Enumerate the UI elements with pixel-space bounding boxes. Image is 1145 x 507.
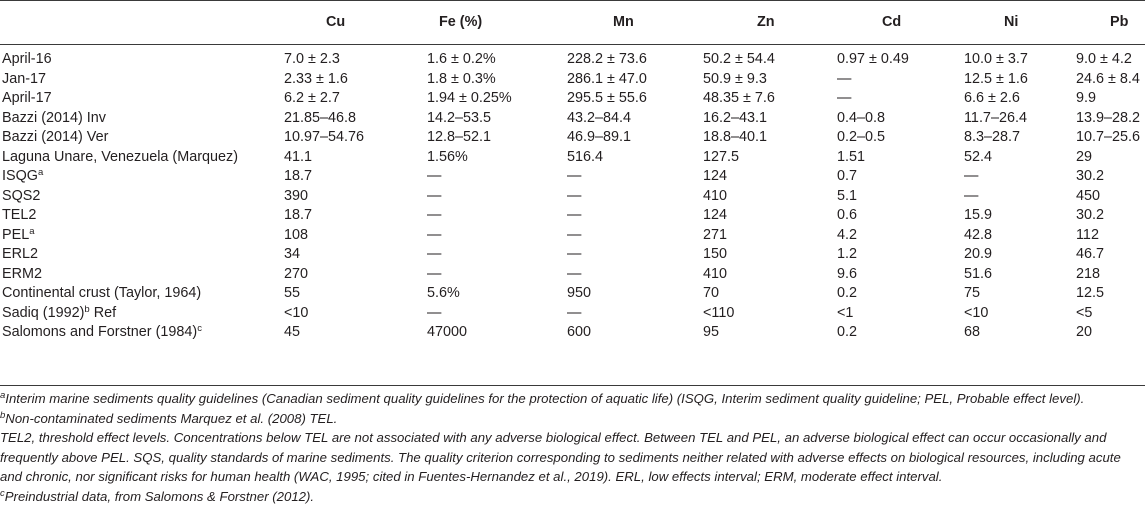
table-body: [0, 44, 1145, 343]
footnotes: [0, 389, 1140, 507]
cell-pb: 9.0 ± 4.2: [1076, 51, 1132, 67]
row-label: [0, 89, 284, 109]
cell-pb: 112: [1076, 226, 1099, 243]
row-label-text: April-16: [2, 51, 52, 67]
row-label-text: Bazzi (2014) Ver: [2, 129, 109, 145]
cell-mn: 295.5 ± 55.6: [567, 90, 647, 106]
cell-ni: 68: [964, 324, 981, 340]
cell-cu: 2.33 ± 1.6: [284, 70, 348, 87]
cell-ni: 11.7–26.4: [964, 109, 1027, 126]
cell-cd: <1: [837, 304, 854, 321]
cell-zn: 70: [703, 285, 720, 301]
cell-fe: —: [427, 207, 442, 223]
footnote-c-mark: c: [0, 487, 5, 499]
header-fe: Fe (%): [439, 14, 483, 30]
row-label: [0, 265, 284, 285]
row-label: [0, 128, 284, 148]
row-label-text: Sadiq (1992): [2, 304, 85, 321]
cell-cd: 0.2: [837, 285, 858, 301]
cell-ni: —: [964, 168, 979, 184]
cell-pb: 450: [1076, 187, 1101, 204]
cell-cu: 7.0 ± 2.3: [284, 51, 340, 67]
cell-pb: 12.5: [1076, 285, 1105, 301]
cell-pb: 13.9–28.2: [1076, 109, 1141, 126]
row-label: [0, 109, 284, 129]
cell-cd: 4.2: [837, 226, 858, 243]
cell-cu: 10.97–54.76: [284, 129, 365, 145]
row-label-text: TEL2: [2, 207, 37, 223]
cell-mn: —: [567, 226, 582, 243]
row-label: [0, 323, 284, 343]
cell-zn: 50.2 ± 54.4: [703, 51, 775, 67]
row-label-text: Bazzi (2014) Inv: [2, 109, 106, 126]
cell-ni: <10: [964, 304, 989, 321]
table-row: [0, 148, 1145, 168]
row-label-text: Continental crust (Taylor, 1964): [2, 285, 202, 301]
cell-pb: 20: [1076, 324, 1093, 340]
cell-zn: 410: [703, 187, 728, 204]
row-label: [0, 304, 284, 324]
cell-cu: 390: [284, 187, 309, 204]
cell-zn: 127.5: [703, 148, 740, 165]
cell-ni: 10.0 ± 3.7: [964, 51, 1028, 67]
cell-fe: —: [427, 304, 442, 321]
header-zn: Zn: [757, 14, 775, 30]
cell-cd: —: [837, 70, 852, 87]
footnote-a-text: Interim marine sediments quality guidelines (Canadian sediment quality guidelines for the protection of aquatic life) (ISQG, Interim sediment quality guideline; PEL, Probable effect level).: [5, 391, 1085, 406]
cell-mn: 43.2–84.4: [567, 109, 632, 126]
cell-fe: —: [427, 168, 442, 184]
cell-cu: <10: [284, 304, 309, 321]
cell-mn: —: [567, 207, 582, 223]
cell-cd: 9.6: [837, 265, 858, 282]
table-row: [0, 265, 1145, 285]
cell-fe: 14.2–53.5: [427, 109, 492, 126]
header-cd: Cd: [882, 14, 902, 30]
row-label: [0, 167, 284, 187]
header-label: [0, 0, 284, 44]
cell-cu: 18.7: [284, 168, 313, 184]
cell-zn: 48.35 ± 7.6: [703, 90, 775, 106]
cell-ni: 15.9: [964, 207, 993, 223]
cell-fe: 47000: [427, 324, 468, 340]
cell-ni: 20.9: [964, 246, 993, 262]
cell-zn: 150: [703, 246, 728, 262]
cell-mn: —: [567, 265, 582, 282]
cell-mn: 228.2 ± 73.6: [567, 51, 647, 67]
cell-cd: 0.7: [837, 168, 858, 184]
row-label-suffix: Ref: [89, 304, 117, 321]
cell-pb: <5: [1076, 304, 1093, 321]
cell-cu: 6.2 ± 2.7: [284, 90, 340, 106]
cell-pb: 46.7: [1076, 246, 1105, 262]
cell-zn: 410: [703, 265, 728, 282]
cell-mn: 516.4: [567, 148, 604, 165]
footnote-b: [0, 409, 1140, 429]
cell-cd: 0.2–0.5: [837, 129, 886, 145]
cell-zn: 18.8–40.1: [703, 129, 768, 145]
row-label: [0, 148, 284, 168]
cell-fe: 1.8 ± 0.3%: [427, 70, 496, 87]
cell-zn: 124: [703, 168, 728, 184]
table-row: [0, 187, 1145, 207]
footnote-a: [0, 389, 1140, 409]
cell-pb: 24.6 ± 8.4: [1076, 70, 1140, 87]
cell-fe: 1.56%: [427, 148, 468, 165]
cell-cd: 1.51: [837, 148, 866, 165]
row-label: [0, 206, 284, 226]
table-row: [0, 109, 1145, 129]
footnote-tel2: TEL2, threshold effect levels. Concentrations below TEL are not associated with any adverse biological effect. Between TEL and PEL, an adverse biological effect can occur occasionally and frequently above PEL. SQS, quality standards of marine sediments. The quality criterion corresponding to sediments neither related with adverse effects on biological resources, including acute and chronic, nor significant risks for human health (WAC, 1995; cited in Fuentes-Hernandez et al., 2019). ERL, low effects interval; ERM, moderate effect interval.: [0, 430, 1121, 485]
footnote-marker: a: [37, 167, 44, 178]
cell-cu: 18.7: [284, 207, 313, 223]
cell-cu: 21.85–46.8: [284, 109, 357, 126]
row-label-text: Salomons and Forstner (1984): [2, 324, 198, 340]
row-label: [0, 44, 284, 70]
row-label-text: ERM2: [2, 265, 42, 282]
row-label-text: PEL: [2, 226, 30, 243]
cell-cd: 0.2: [837, 324, 858, 340]
cell-cu: 41.1: [284, 148, 313, 165]
table-row: [0, 206, 1145, 226]
cell-pb: 10.7–25.6: [1076, 129, 1141, 145]
row-label-text: Laguna Unare, Venezuela (Marquez): [2, 148, 238, 165]
row-label-text: April-17: [2, 90, 52, 106]
cell-cu: 34: [284, 246, 301, 262]
footnote-marker: a: [29, 225, 35, 237]
cell-fe: —: [427, 246, 442, 262]
cell-pb: 29: [1076, 148, 1093, 165]
table-row: [0, 44, 1145, 70]
cell-ni: 8.3–28.7: [964, 129, 1021, 145]
cell-cu: 55: [284, 285, 301, 301]
cell-mn: —: [567, 187, 582, 204]
cell-cd: 0.97 ± 0.49: [837, 51, 909, 67]
cell-zn: 95: [703, 324, 720, 340]
cell-cu: 270: [284, 265, 309, 282]
cell-mn: 600: [567, 324, 592, 340]
cell-ni: 12.5 ± 1.6: [964, 70, 1028, 87]
table-row: [0, 167, 1145, 187]
row-label: [0, 226, 284, 246]
cell-cd: 0.4–0.8: [837, 109, 886, 126]
cell-ni: 6.6 ± 2.6: [964, 90, 1020, 106]
cell-fe: —: [427, 187, 442, 204]
cell-fe: —: [427, 265, 442, 282]
cell-pb: 30.2: [1076, 207, 1105, 223]
cell-cd: 1.2: [837, 246, 858, 262]
cell-fe: 5.6%: [427, 285, 460, 301]
footnote-c: [0, 487, 1140, 507]
cell-zn: 124: [703, 207, 728, 223]
row-label: [0, 70, 284, 90]
cell-ni: —: [964, 187, 979, 204]
cell-ni: 75: [964, 285, 981, 301]
cell-ni: 52.4: [964, 148, 993, 165]
row-label: [0, 284, 284, 304]
header-ni: Ni: [1004, 14, 1019, 30]
row-label-text: ISQG: [2, 168, 38, 184]
header-cu: Cu: [326, 14, 346, 30]
table-row: [0, 323, 1145, 343]
cell-pb: 9.9: [1076, 90, 1097, 106]
footnote-marker: b: [84, 303, 90, 315]
cell-fe: 1.6 ± 0.2%: [427, 51, 496, 67]
table-row: [0, 284, 1145, 304]
header-mn: Mn: [613, 14, 634, 30]
cell-mn: —: [567, 168, 582, 184]
table-row: [0, 304, 1145, 324]
row-label-text: Jan-17: [2, 70, 47, 87]
header-row: [0, 0, 1145, 44]
table-row: [0, 128, 1145, 148]
table-row: [0, 70, 1145, 90]
row-label-text: SQS2: [2, 187, 41, 204]
cell-mn: 286.1 ± 47.0: [567, 70, 647, 87]
cell-cd: 5.1: [837, 187, 858, 204]
cell-fe: 1.94 ± 0.25%: [427, 90, 512, 106]
table-row: [0, 89, 1145, 109]
footnote-b-text: Non-contaminated sediments Marquez et al. (2008) TEL.: [5, 410, 338, 426]
cell-ni: 51.6: [964, 265, 993, 282]
header-pb: Pb: [1110, 14, 1129, 30]
cell-fe: 12.8–52.1: [427, 129, 492, 145]
cell-mn: 46.9–89.1: [567, 129, 632, 145]
row-label: [0, 245, 284, 265]
cell-zn: 271: [703, 226, 728, 243]
cell-mn: —: [567, 304, 582, 321]
row-label-text: ERL2: [2, 246, 38, 262]
cell-zn: 16.2–43.1: [703, 109, 768, 126]
table-row: [0, 245, 1145, 265]
cell-cd: 0.6: [837, 207, 858, 223]
cell-cu: 108: [284, 226, 309, 243]
table-row: [0, 226, 1145, 246]
cell-mn: 950: [567, 285, 592, 301]
cell-zn: 50.9 ± 9.3: [703, 70, 767, 87]
footnote-b-mark: b: [0, 409, 6, 421]
cell-cd: —: [837, 90, 852, 106]
cell-fe: —: [427, 226, 442, 243]
cell-ni: 42.8: [964, 226, 993, 243]
footnote-c-text: Preindustrial data, from Salomons & Forstner (2012).: [4, 488, 315, 504]
cell-cu: 45: [284, 324, 301, 340]
row-label: [0, 187, 284, 207]
cell-pb: 218: [1076, 265, 1101, 282]
footnote-a-mark: a: [0, 390, 6, 401]
cell-mn: —: [567, 246, 582, 262]
footnote-marker: c: [197, 323, 202, 334]
cell-zn: <110: [703, 304, 735, 321]
bottom-rule: [0, 385, 1145, 386]
cell-pb: 30.2: [1076, 168, 1105, 184]
